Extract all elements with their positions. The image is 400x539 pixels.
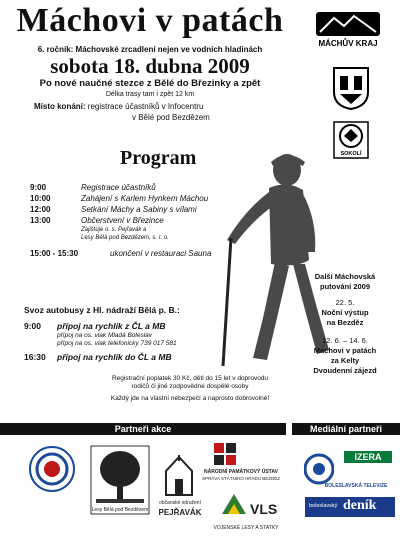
- fee-line2: rodičů či jiné zodpovědné dospělé osoby: [131, 383, 249, 390]
- vls-caption: VOJENSKÉ LESY A STATKY: [213, 525, 279, 531]
- seal-caption: SOKOLÍ: [340, 151, 362, 157]
- side-event-1b: na Bezděz: [326, 318, 364, 327]
- list-item: [24, 352, 180, 363]
- program-event: Registrace účastníků: [81, 183, 156, 192]
- venue-line2: v Bělé pod Bezdězem: [132, 113, 210, 122]
- side-title-1: Další Máchovská: [314, 272, 376, 281]
- list-item: [24, 321, 180, 332]
- program-note-line1: Zajištuje o. s. Pejřavák a: [81, 227, 147, 233]
- fee-line1: Registrační poplatek 30 Kč, děti do 15 let v doprovodu: [111, 375, 269, 382]
- side-event-1a: Noční výstup: [321, 308, 369, 317]
- fee-info: [60, 375, 320, 391]
- bus-event: přípoj na rychlík z ČL a MB: [57, 321, 166, 331]
- bus-note-line2: přípoj na os. vlak telefonicky 739 017 581: [57, 340, 177, 347]
- side-event-2b: za Kelty: [330, 356, 360, 365]
- bus-note-line1: přípoj na os. vlak Mladá Boleslav: [57, 332, 153, 339]
- bus-event: přípoj na rychlík do ČL a MB: [57, 352, 172, 362]
- pejravak-chapel-icon: [162, 455, 196, 502]
- program-event: Občerstvení v Březince: [81, 216, 164, 225]
- bus-section: [24, 305, 180, 363]
- boleslavska-tv-caption: BOLESLAVSKÁ TELEVIZE: [324, 483, 388, 489]
- program-event: ukončení v restauraci Sauna: [110, 249, 212, 258]
- program-time: 13:00: [30, 216, 51, 225]
- bus-time: 16:30: [24, 352, 46, 362]
- media-partners-bar: Mediální partneři: [292, 423, 400, 435]
- venue-line1: registrace účastníků v Infocentru: [87, 102, 204, 111]
- side-date-2: 12. 6. – 14. 6.: [322, 336, 368, 345]
- denik-caption-1: boleslavský: [309, 503, 338, 509]
- program-time: 12:00: [30, 205, 51, 214]
- machuv-kraj-logo: [304, 10, 392, 50]
- bus-heading: Svoz autobusy z Hl. nádraží Bělá p. B.:: [24, 305, 180, 315]
- club-crest-icon: [28, 445, 76, 498]
- route-length: Délka trasy tam i zpět 12 km: [105, 91, 195, 98]
- event-date: sobota 18. dubna 2009: [50, 54, 250, 78]
- bus-note: [24, 332, 180, 340]
- izera-logo: IZERA: [344, 451, 392, 463]
- sokoli-seal-icon: [332, 120, 370, 160]
- npu-caption-2: SPRÁVA STÁTNÍHO HRADU BEZDĚZ: [202, 476, 280, 481]
- pejravak-caption-1: občanské sdružení: [159, 500, 201, 506]
- other-events: [295, 272, 395, 376]
- town-crest-icon: [332, 66, 370, 110]
- event-subtitle: 6. ročník: Máchovské zrcadlení nejen ve vodních hladinách: [37, 45, 263, 54]
- denik-caption-2: deník: [343, 498, 377, 513]
- venue: [34, 101, 210, 123]
- bus-time: 9:00: [24, 321, 42, 331]
- program-time: 10:00: [30, 194, 51, 203]
- lesy-bela-caption: Lesy Bělá pod Bezdězem: [91, 507, 149, 513]
- side-event-2c: Dvoudenní zájezd: [313, 366, 377, 375]
- npu-caption-1: NÁRODNÍ PAMÁTKOVÝ ÚSTAV: [204, 469, 278, 475]
- vls-mark: VLS: [250, 501, 278, 517]
- denik-logo: [305, 497, 395, 517]
- partners-bar: Partneři akce: [0, 423, 286, 435]
- program-time: 15:00 - 15:30: [30, 249, 79, 258]
- risk-notice: Každý jde na vlastní nebezpečí a naprosto dobrovolně!: [110, 395, 270, 402]
- program-note-line2: Lesy Bělá pod Bezdězem, s. r. o.: [81, 235, 169, 241]
- program-event: Setkání Máchy a Sabiny s vílami: [81, 205, 197, 214]
- bus-note: [24, 340, 180, 352]
- pejravak-caption-2: PEJŘAVÁK: [158, 508, 202, 517]
- event-route: Po nové naučné stezce z Bělé do Březinky a zpět: [39, 78, 261, 89]
- side-title-2: putování 2009: [319, 282, 371, 291]
- venue-label: Místo konání:: [34, 102, 86, 111]
- program-time: 9:00: [30, 183, 47, 192]
- program-heading: Program: [120, 147, 197, 169]
- event-title: Máchovi v patách: [16, 2, 284, 39]
- side-date-1: 22. 5.: [335, 298, 355, 307]
- program-event: Zahájení s Karlem Hynkem Máchou: [81, 194, 209, 203]
- kraj-label: MÁCHŮV KRAJ: [318, 39, 378, 48]
- side-event-2a: Máchovi v patách: [313, 346, 377, 355]
